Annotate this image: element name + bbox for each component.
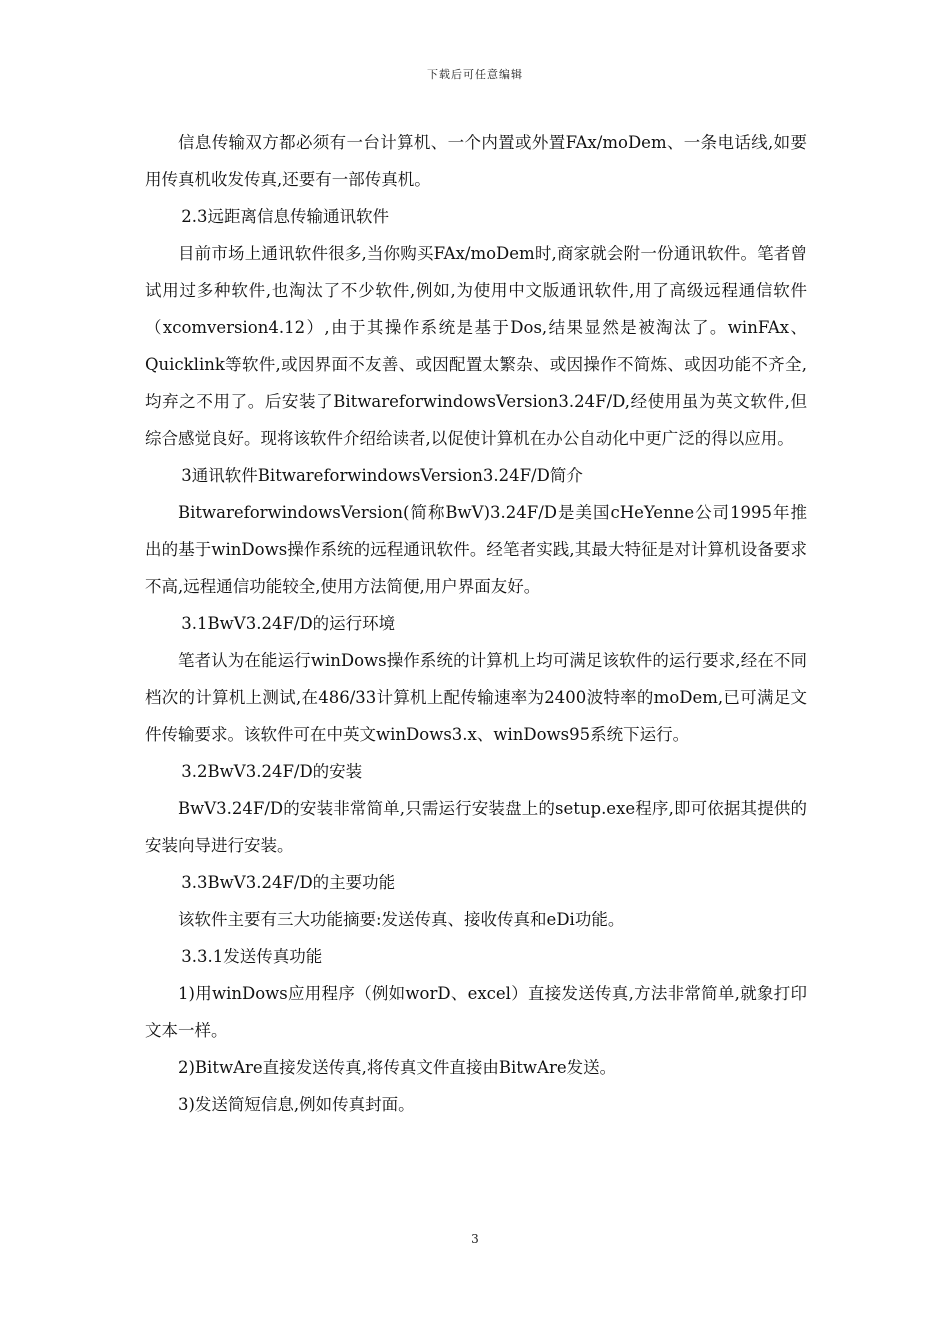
page-header: 下载后可任意编辑 <box>427 68 523 81</box>
paragraph: BitwareforwindowsVersion(简称BwV)3.24F/D是美国cHeYenne公司1995年推出的基于winDows操作系统的远程通讯软件。经笔者实践,其最大特征是对计算机设备要求不高,远程通信功能较全,使用方法简便,用户界面友好。 <box>145 503 807 596</box>
page-number: 3 <box>471 1232 479 1246</box>
section-heading: 3.2BwV3.24F/D的安装 <box>181 762 363 781</box>
paragraph: 该软件主要有三大功能摘要:发送传真、接收传真和eDi功能。 <box>178 910 625 929</box>
paragraph: 笔者认为在能运行winDows操作系统的计算机上均可满足该软件的运行要求,经在不同档次的计算机上测试,在486/33计算机上配传输速率为2400波特率的moDem,已可满足文件传输要求。该软件可在中英文winDows3.x、winDows95系统下运行。 <box>145 651 807 744</box>
paragraph: 2)BitwAre直接发送传真,将传真文件直接由BitwAre发送。 <box>178 1058 617 1077</box>
section-heading: 2.3远距离信息传输通讯软件 <box>181 207 390 226</box>
section-heading: 3.3.1发送传真功能 <box>181 947 323 966</box>
section-heading: 3.1BwV3.24F/D的运行环境 <box>181 614 396 633</box>
paragraph: 目前市场上通讯软件很多,当你购买FAx/moDem时,商家就会附一份通讯软件。笔者曾试用过多种软件,也淘汰了不少软件,例如,为使用中文版通讯软件,用了高级远程通信软件（xcomversion4.12）,由于其操作系统是基于Dos,结果显然是被淘汰了。winFAx、Quicklink等软件,或因界面不友善、或因配置太繁杂、或因操作不简炼、或因功能不齐全,均弃之不用了。后安装了BitwareforwindowsVersion3.24F/D,经使用虽为英文软件,但综合感觉良好。现将该软件介绍给读者,以促使计算机在办公自动化中更广泛的得以应用。 <box>145 244 807 448</box>
paragraph: 3)发送简短信息,例如传真封面。 <box>178 1095 415 1114</box>
paragraph: BwV3.24F/D的安装非常简单,只需运行安装盘上的setup.exe程序,即可依据其提供的安装向导进行安装。 <box>145 799 807 855</box>
document-body <box>145 124 807 1123</box>
section-heading: 3.3BwV3.24F/D的主要功能 <box>181 873 396 892</box>
paragraph: 1)用winDows应用程序（例如worD、excel）直接发送传真,方法非常简单,就象打印文本一样。 <box>145 984 807 1040</box>
section-heading: 3通讯软件BitwareforwindowsVersion3.24F/D简介 <box>181 466 583 485</box>
paragraph: 信息传输双方都必须有一台计算机、一个内置或外置FAx/moDem、一条电话线,如要用传真机收发传真,还要有一部传真机。 <box>145 133 807 189</box>
